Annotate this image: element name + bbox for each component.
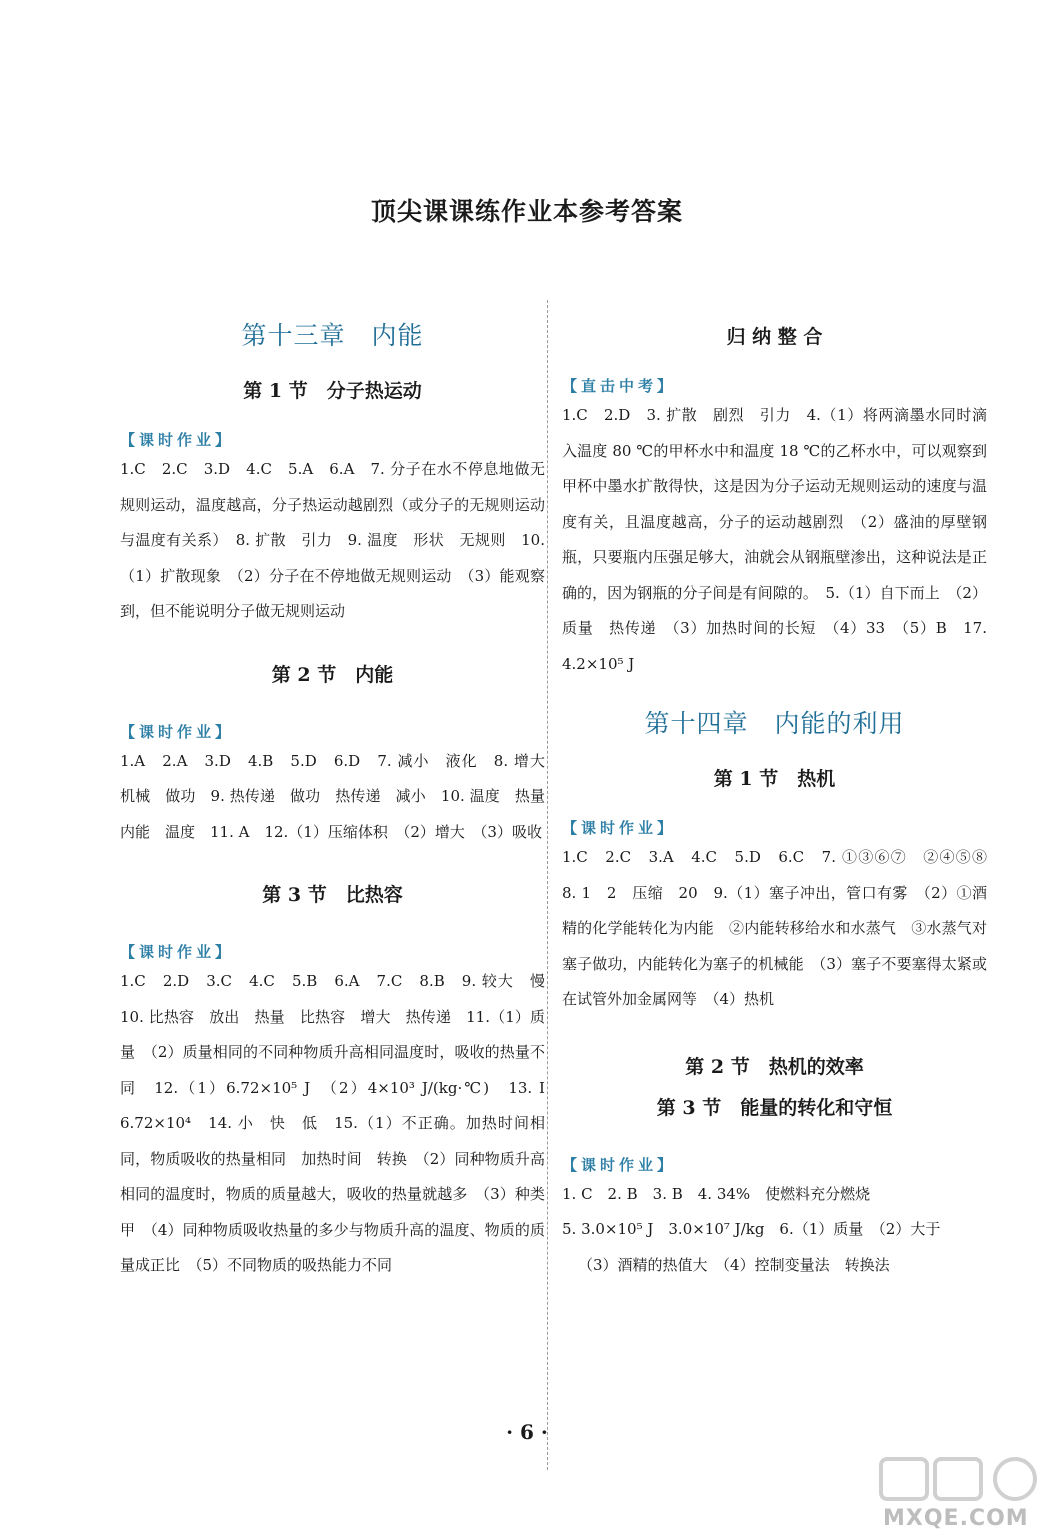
- section-2-title: 第 2 节 内能: [271, 663, 394, 686]
- homework-tag: 【课时作业】: [120, 943, 235, 961]
- section-3-answers-line-1: 1. C 2. B 3. B 4. 34% 使燃料充分燃烧: [562, 1184, 871, 1203]
- exam-tag: 【直击中考】: [562, 377, 677, 395]
- homework-tag: 【课时作业】: [562, 819, 677, 837]
- section-1-tag: [562, 817, 987, 838]
- homework-tag: 【课时作业】: [562, 1155, 677, 1174]
- section-3-title: 第 3 节 比热容: [262, 884, 403, 906]
- right-column: [562, 300, 1003, 1283]
- section-2-title: 第 2 节 热机的效率: [685, 1055, 864, 1078]
- section-3-answers-line-2: 5. 3.0×10⁵ J 3.0×10⁷ J/kg 6.（1）质量 （2）大于: [562, 1220, 941, 1238]
- page-title: 顶尖课课练作业本参考答案: [370, 197, 683, 226]
- section-1-tag: [120, 429, 545, 450]
- section-1-title: 第 1 节 分子热运动: [243, 380, 422, 402]
- summary-tag: [562, 375, 987, 396]
- section-2-tag: [120, 721, 545, 742]
- watermark-logo: [875, 1455, 1050, 1533]
- watermark-text: MXQE.COM: [883, 1506, 1029, 1531]
- section-3-answers: 1.C 2.D 3.C 4.C 5.B 6.A 7.C 8.B 9. 较大 慢 10. 比热容 放出 热量 比热容 增大 热传递 11.（1）质量 （2）质量相同的不同种物质升高相同温度时，吸收的热量不同 12.（1）6.72×10⁵ J （2）4×10³ J/(kg·℃) 13. Ⅰ 6.72×10⁴ 14. 小 快 低 15.（1）不正确。加热时间相同，物质吸收的热量相同 加热时间 转换 （2）同种物质升高相同的温度时，物质的质量越大，吸收的热量就越多 （3）种类 甲 （4）同种物质吸收热量的多少与物质升高的温度、物质的质量成正比 （5）不同物质的吸热能力不同: [120, 972, 561, 1274]
- chapter-14-title: 第十四章 内能的利用: [644, 709, 905, 738]
- section-1-answers: 1.C 2.C 3.D 4.C 5.A 6.A 7. 分子在水不停息地做无规则运动，温度越高，分子热运动越剧烈（或分子的无规则运动与温度有关系） 8. 扩散 引力 9. 温度 形状 无规则 10.（1）扩散现象 （2）分子在不停地做无规则运动 （3）能观察到，但不能说明分子做无规则运动: [120, 460, 545, 620]
- homework-tag: 【课时作业】: [120, 431, 235, 449]
- homework-tag: 【课时作业】: [120, 722, 235, 741]
- column-divider: [547, 300, 548, 1470]
- left-column: [120, 300, 561, 1284]
- section-3-answers-line-3: （3）酒精的热值大 （4）控制变量法 转换法: [578, 1255, 890, 1274]
- section-3-title: 第 3 节 能量的转化和守恒: [656, 1096, 893, 1119]
- summary-title: 归 纳 整 合: [726, 326, 823, 348]
- chapter-13-title: 第十三章 内能: [241, 321, 424, 350]
- section-3-tag: [562, 1154, 987, 1175]
- section-3-tag: [120, 941, 545, 962]
- summary-answers: 1.C 2.D 3. 扩散 剧烈 引力 4.（1）将两滴墨水同时滴入温度 80 ℃的甲杯水中和温度 18 ℃的乙杯水中，可以观察到甲杯中墨水扩散得快，这是因为分子运动无规则运动的速度与温度有关，且温度越高，分子的运动越剧烈 （2）盛油的厚壁钢瓶，只要瓶内压强足够大，油就会从钢瓶壁渗出，这种说法是正确的，因为钢瓶的分子间是有间隙的。 5.（1）自下而上 （2）质量 热传递 （3）加热时间的长短 （4）33 （5）B 17. 4.2×10⁵ J: [562, 406, 987, 673]
- section-1-title: 第 1 节 热机: [713, 768, 836, 790]
- section-2-answers: 1.A 2.A 3.D 4.B 5.D 6.D 7. 减小 液化 8. 增大 机械 做功 9. 热传递 做功 热传递 减小 10. 温度 热量 内能 温度 11. A 12.（1）压缩体积 （2）增大 （3）吸收: [120, 751, 561, 841]
- section-1-answers: 1.C 2.C 3.A 4.C 5.D 6.C 7. ①③⑥⑦ ②④⑤⑧ 8. 1 2 压缩 20 9.（1）塞子冲出，管口有雾 （2）①酒精的化学能转化为内能 ②内能转移给水和水蒸气 ③水蒸气对塞子做功，内能转化为塞子的机械能 （3）塞子不要塞得太紧或在试管外加金属网等 （4）热机: [562, 848, 1003, 1008]
- page-number: · 6 ·: [506, 1420, 548, 1444]
